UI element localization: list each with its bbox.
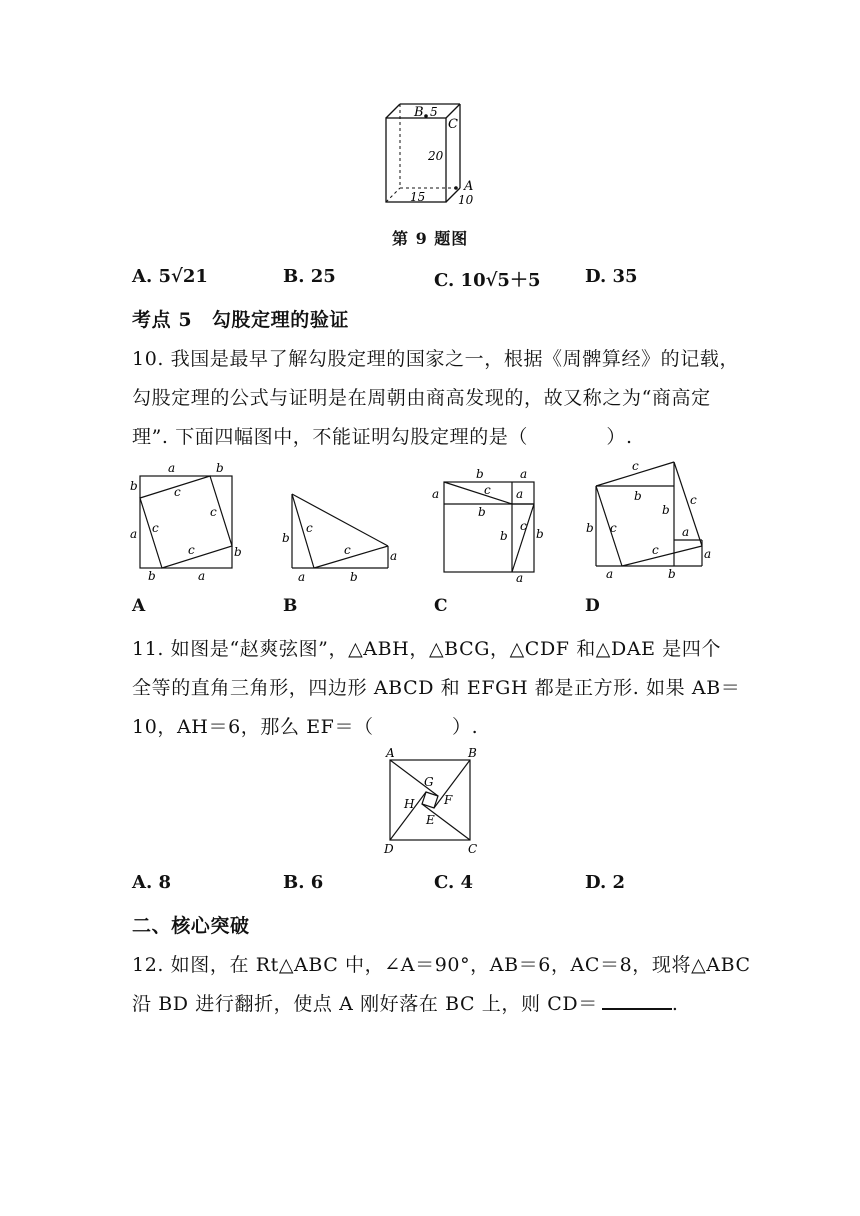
svg-text:b: b	[282, 531, 290, 545]
fig9-label-10: 10	[458, 193, 474, 207]
q10-figure-d	[578, 454, 718, 584]
svg-text:c: c	[188, 543, 195, 557]
svg-text:b: b	[536, 527, 544, 541]
fig9-label-B: B	[414, 105, 424, 120]
q11-fig-C: C	[468, 842, 478, 856]
q9-option-d: D. 35	[585, 266, 638, 287]
section-heading-2: 二、核心突破	[132, 915, 250, 937]
figure-9-box	[370, 98, 490, 210]
svg-text:c: c	[152, 521, 159, 535]
q12-line2	[132, 989, 678, 1016]
svg-text:c: c	[632, 459, 639, 473]
svg-text:c: c	[484, 483, 491, 497]
q11-fig-H: H	[404, 797, 415, 811]
svg-text:c: c	[306, 521, 313, 535]
svg-text:a: a	[516, 571, 524, 584]
q11-option-c: C. 4	[434, 872, 474, 893]
svg-text:c: c	[210, 505, 217, 519]
q11-line2: 全等的直角三角形，四边形 ABCD 和 EFGH 都是正方形. 如果 AB＝	[132, 677, 741, 699]
q12-line2-text: 沿 BD 进行翻折，使点 A 刚好落在 BC 上，则 CD＝	[132, 993, 598, 1015]
svg-text:c: c	[520, 519, 527, 533]
svg-text:a: a	[130, 527, 138, 541]
q11-fig-A: A	[386, 746, 395, 760]
svg-text:c: c	[610, 521, 617, 535]
svg-text:c: c	[174, 485, 181, 499]
svg-text:b: b	[476, 467, 484, 481]
q11-fig-E: E	[426, 813, 435, 827]
q12-line2-end: .	[671, 993, 679, 1015]
q11-option-d: D. 2	[585, 872, 626, 893]
q9-option-b: B. 25	[283, 266, 336, 287]
q11-fig-D: D	[384, 842, 394, 856]
svg-text:a: a	[198, 569, 206, 582]
q11-fig-F: F	[444, 793, 453, 807]
svg-text:b: b	[350, 570, 358, 584]
svg-text:b: b	[234, 545, 242, 559]
svg-text:b: b	[668, 567, 676, 581]
svg-text:c: c	[652, 543, 659, 557]
svg-text:a: a	[516, 487, 524, 501]
svg-text:b: b	[478, 505, 486, 519]
svg-text:a: a	[168, 461, 176, 475]
q11-fig-B: B	[468, 746, 477, 760]
fig9-label-A: A	[464, 179, 474, 194]
section-heading-kd5: 考点 5 勾股定理的验证	[132, 309, 350, 331]
svg-text:b: b	[586, 521, 594, 535]
svg-text:b: b	[662, 503, 670, 517]
fig9-caption: 第 9 题图	[392, 229, 469, 248]
svg-text:a: a	[682, 525, 690, 539]
svg-text:a: a	[520, 467, 528, 481]
fig9-label-15: 15	[410, 190, 426, 204]
svg-text:b: b	[216, 461, 224, 475]
q9-option-a: A. 5√21	[132, 266, 208, 287]
svg-text:a: a	[432, 487, 440, 501]
q11-fig-G: G	[424, 775, 434, 789]
svg-text:b: b	[130, 479, 138, 493]
svg-text:a: a	[704, 547, 712, 561]
svg-text:c: c	[344, 543, 351, 557]
svg-text:b: b	[634, 489, 642, 503]
q11-line3: 10，AH＝6，那么 EF＝（ ）.	[132, 716, 479, 738]
q10-figure-d-label: D	[585, 596, 600, 616]
q12-answer-blank[interactable]	[602, 990, 672, 1010]
svg-text:a: a	[390, 549, 398, 563]
q11-option-a: A. 8	[132, 872, 172, 893]
q9-option-c: C. 10√5＋5	[434, 270, 541, 291]
fig9-label-5: 5	[430, 105, 438, 119]
fig9-label-C: C	[448, 117, 458, 132]
q11-figure-zhaoshuang	[378, 744, 482, 858]
q11-line1: 11. 如图是“赵爽弦图”，△ABH，△BCG，△CDF 和△DAE 是四个	[132, 638, 722, 660]
svg-text:b: b	[148, 569, 156, 582]
q10-figure-c-label: C	[434, 596, 448, 616]
q10-figure-b-label: B	[283, 596, 298, 616]
svg-text:a: a	[606, 567, 614, 581]
q12-line1: 12. 如图，在 Rt△ABC 中，∠A＝90°，AB＝6，AC＝8，现将△ABC	[132, 954, 751, 976]
q10-line2: 勾股定理的公式与证明是在周朝由商高发现的，故又称之为“商高定	[132, 387, 711, 409]
q10-figure-a	[128, 460, 246, 582]
svg-text:b: b	[500, 529, 508, 543]
q10-line3: 理”. 下面四幅图中，不能证明勾股定理的是（ ）.	[132, 426, 633, 448]
q10-line1: 10. 我国是最早了解勾股定理的国家之一，根据《周髀算经》的记载，	[132, 348, 740, 370]
q10-figure-c	[428, 464, 550, 584]
svg-text:a: a	[298, 570, 306, 584]
fig9-label-20: 20	[428, 149, 444, 163]
svg-text:c: c	[690, 493, 697, 507]
q11-option-b: B. 6	[283, 872, 324, 893]
q10-figure-a-label: A	[132, 596, 146, 616]
q10-figure-b	[278, 488, 406, 584]
